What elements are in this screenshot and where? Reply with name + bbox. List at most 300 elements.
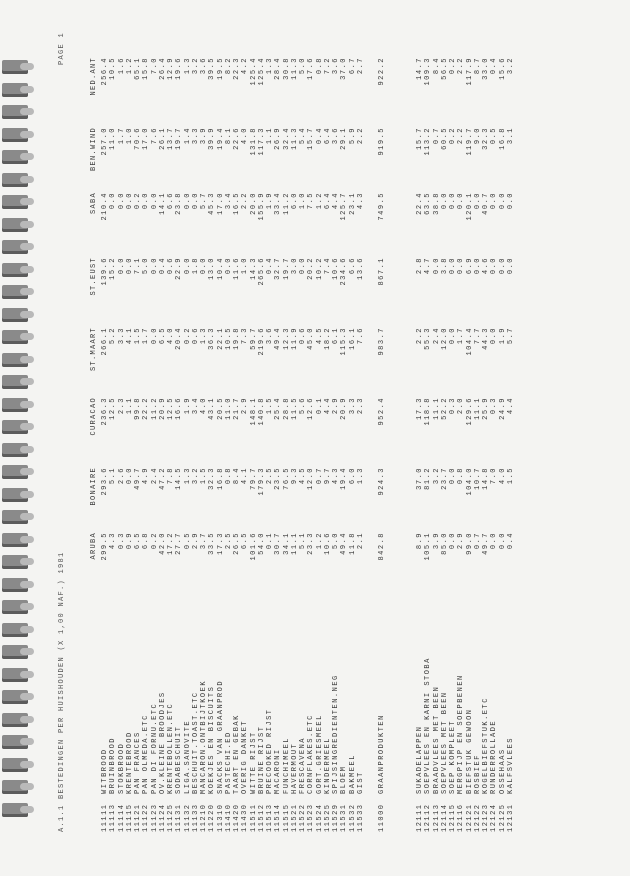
row-code: 11410 xyxy=(224,803,233,832)
cell-value: 0.0 xyxy=(200,257,208,275)
row-code: 11513 xyxy=(266,803,274,832)
cell-value: 1.3 xyxy=(266,57,274,75)
binding-ring xyxy=(2,420,28,434)
row-code: 11113 xyxy=(109,803,118,832)
cell-value: 11.1 xyxy=(473,397,482,420)
cell-value: 17.2 xyxy=(167,532,175,555)
cell-value: 3.3 xyxy=(117,327,126,345)
cell-value: 22.3 xyxy=(233,57,241,80)
row-label: KRENTEBROOD xyxy=(125,731,134,794)
row-label: GORT.GRIESMEEL xyxy=(315,714,324,794)
cell-value: 15.7 xyxy=(307,127,316,150)
binding-ring xyxy=(2,83,28,97)
cell-value: 236.3 xyxy=(101,397,109,426)
row-code: 11525 xyxy=(323,803,332,832)
cell-value: 5.7 xyxy=(506,327,515,345)
cell-value: 10.6 xyxy=(332,257,340,280)
cell-value: 17.3 xyxy=(416,397,424,420)
cell-value: 26.9 xyxy=(274,127,283,150)
cell-value: 4.0 xyxy=(200,397,208,415)
cell-value: 1.9 xyxy=(183,397,192,415)
cell-value: 5.0 xyxy=(332,532,340,550)
cell-value: 3.1 xyxy=(506,127,515,145)
cell-value: 15.7 xyxy=(416,127,424,150)
row-label: SODABESCHUIT xyxy=(175,725,184,794)
cell-value: 5.1 xyxy=(299,532,307,550)
cell-value: 10.5 xyxy=(224,327,233,350)
cell-value: 15.8 xyxy=(142,57,151,80)
row-label: GRAANPRODUKTEN xyxy=(378,714,386,794)
cell-value: 120.1 xyxy=(465,192,474,221)
cell-value: 0.0 xyxy=(125,467,134,485)
cell-value: 5.9 xyxy=(348,127,357,145)
row-code: 11133 xyxy=(191,803,200,832)
row-label: MANCARON.ONTBIJTKOEK xyxy=(200,679,208,794)
column-header: ARUBA xyxy=(90,532,98,560)
cell-value: 25.9 xyxy=(482,397,490,420)
binding-ring xyxy=(2,285,28,299)
cell-value: 125.4 xyxy=(249,57,258,86)
binding-ring xyxy=(2,375,28,389)
cell-value: 7.0 xyxy=(490,467,499,485)
cell-value: 32.7 xyxy=(274,257,283,280)
cell-value: 19.4 xyxy=(340,467,349,490)
table-row xyxy=(499,42,507,832)
cell-value: 1.5 xyxy=(266,397,274,415)
cell-value: 45.3 xyxy=(208,192,217,215)
cell-value: 39.5 xyxy=(208,57,217,80)
cell-value: 2.9 xyxy=(457,532,466,550)
cell-value: 0.0 xyxy=(117,192,126,210)
cell-value: 29.1 xyxy=(340,127,349,150)
cell-value: 1.0 xyxy=(299,192,307,210)
cell-value: 19.4 xyxy=(216,127,225,150)
cell-value: 19.7 xyxy=(175,127,184,150)
row-label: BRUINBROOD xyxy=(109,736,118,794)
cell-value: 14.1 xyxy=(158,192,167,215)
cell-value: 12.0 xyxy=(440,327,449,350)
cell-value: 7.2 xyxy=(323,57,332,75)
cell-value: 3.2 xyxy=(191,467,200,485)
cell-value: 0.0 xyxy=(125,257,134,275)
binding-ring xyxy=(2,510,28,524)
cell-value: 105.1 xyxy=(424,532,433,561)
table-row xyxy=(225,42,233,832)
cell-value: 11.2 xyxy=(150,397,159,420)
cell-value: 4.0 xyxy=(167,327,175,345)
cell-value: 5.2 xyxy=(109,327,118,345)
cell-value: 6.0 xyxy=(290,192,299,210)
table-row xyxy=(299,42,307,832)
row-label: BRUINE RIJST xyxy=(257,725,266,794)
cell-value: 1.0 xyxy=(125,127,134,145)
binding-ring xyxy=(2,60,28,74)
cell-value: 11.1 xyxy=(290,532,299,555)
binding-ring xyxy=(2,668,28,682)
table-row xyxy=(316,42,324,832)
cell-value: 0.0 xyxy=(457,257,466,275)
cell-value: 28.8 xyxy=(282,397,291,420)
cell-value: 20.9 xyxy=(340,397,349,420)
binding-ring xyxy=(2,533,28,547)
cell-value: 32.3 xyxy=(482,127,490,150)
cell-value: 919.5 xyxy=(378,127,386,156)
table-row xyxy=(266,42,274,832)
cell-value: 6.5 xyxy=(158,327,167,345)
cell-value: 8.4 xyxy=(233,467,241,485)
cell-value: 0.0 xyxy=(506,192,515,210)
cell-value: 155.9 xyxy=(257,192,266,221)
cell-value: 37.0 xyxy=(416,467,424,490)
row-label: TAART EN GEBAK xyxy=(233,714,241,794)
row-label: SOEP KOMPLEET xyxy=(449,719,457,794)
table-row xyxy=(433,42,441,832)
cell-value: 7.1 xyxy=(134,257,142,275)
cell-value: 44.3 xyxy=(482,327,490,350)
row-code: 11523 xyxy=(307,803,316,832)
cell-value: 36.3 xyxy=(208,327,217,350)
rotated-table-page xyxy=(58,32,618,832)
table-row xyxy=(441,42,449,832)
cell-value: 2.8 xyxy=(416,257,424,275)
binding-ring xyxy=(2,195,28,209)
cell-value: 22.2 xyxy=(142,397,151,420)
cell-value: 3.2 xyxy=(506,57,515,75)
cell-value: 47.2 xyxy=(158,467,167,490)
cell-value: 65.1 xyxy=(134,57,142,80)
row-label: HAVERMOUT xyxy=(290,742,299,794)
cell-value: 19.7 xyxy=(282,257,291,280)
table-row xyxy=(109,42,117,832)
binding-ring xyxy=(2,465,28,479)
binding-ring xyxy=(2,173,28,187)
table-row xyxy=(250,42,258,832)
table-row xyxy=(357,42,365,832)
cell-value: 2.2 xyxy=(416,327,424,345)
cell-value: 119.7 xyxy=(465,127,474,156)
row-code: 11111 xyxy=(101,803,109,832)
table-row xyxy=(307,42,315,832)
cell-value: 265.6 xyxy=(257,257,266,286)
cell-value: 49.7 xyxy=(482,532,490,555)
cell-value: 1.8 xyxy=(191,257,200,275)
cell-value: 1.7 xyxy=(142,327,151,345)
cell-value: 6.4 xyxy=(323,127,332,145)
cell-value: 7.5 xyxy=(307,192,316,210)
cell-value: 6.1 xyxy=(332,327,340,345)
cell-value: 22.4 xyxy=(416,192,424,215)
binding-ring xyxy=(2,263,28,277)
cell-value: 3.2 xyxy=(432,467,441,485)
cell-value: 4.3 xyxy=(109,532,118,550)
cell-value: 0.0 xyxy=(449,257,457,275)
cell-value: 12.5 xyxy=(109,397,118,420)
row-code: 11124 xyxy=(158,803,167,832)
row-label: SOEPVLEES MET BEEN xyxy=(440,691,449,794)
cell-value: 256.4 xyxy=(101,57,109,86)
row-label: KALFSVLEES xyxy=(506,736,515,794)
cell-value: 0.0 xyxy=(142,192,151,210)
cell-value: 0.2 xyxy=(134,192,142,210)
cell-value: 0.8 xyxy=(315,57,324,75)
cell-value: 7.4 xyxy=(323,257,332,275)
cell-value: 7.7 xyxy=(473,327,482,345)
cell-value: 6.5 xyxy=(134,532,142,550)
cell-value: 7.0 xyxy=(150,57,159,75)
row-code: 12123 xyxy=(482,803,490,832)
cell-value: 59.7 xyxy=(249,327,258,350)
cell-value: 99.8 xyxy=(134,397,142,420)
table-row xyxy=(118,42,126,832)
table-row xyxy=(101,42,109,832)
cell-value: 0.0 xyxy=(449,192,457,210)
row-label: BAKMEEL xyxy=(348,754,357,794)
cell-value: 1.4 xyxy=(183,127,192,145)
cell-value: 0.4 xyxy=(266,257,274,275)
cell-value: 113.2 xyxy=(424,127,433,156)
cell-value: 23.5 xyxy=(274,467,283,490)
cell-value: 49.7 xyxy=(134,467,142,490)
cell-value: 4.4 xyxy=(323,397,332,415)
table-row xyxy=(424,42,432,832)
cell-value: 10.2 xyxy=(315,257,324,280)
cell-value: 0.6 xyxy=(299,327,307,345)
cell-value: 10.5 xyxy=(109,57,118,80)
cell-value: 3.9 xyxy=(200,127,208,145)
cell-value: 0.0 xyxy=(449,467,457,485)
cell-value: 0.0 xyxy=(299,257,307,275)
row-label: FUNCHIMEEL xyxy=(282,736,291,794)
row-code: 11430 xyxy=(241,803,250,832)
cell-value: 3.8 xyxy=(440,257,449,275)
cell-value: 52.2 xyxy=(440,397,449,420)
row-label: SNACKS VAN GRAANPROD xyxy=(216,679,225,794)
cell-value: 55.3 xyxy=(424,327,433,350)
cell-value: 10.6 xyxy=(323,532,332,555)
cell-value: 0.0 xyxy=(490,192,499,210)
cell-value: 0.5 xyxy=(183,532,192,550)
binding-ring xyxy=(2,353,28,367)
row-code: 12112 xyxy=(424,803,433,832)
table-row xyxy=(482,42,490,832)
cell-value: 1.3 xyxy=(356,467,365,485)
cell-value: 0.3 xyxy=(490,397,499,415)
cell-value: 16.1 xyxy=(348,327,357,350)
cell-value: 17.3 xyxy=(216,532,225,555)
row-label: BIEFSTUK GEWOON xyxy=(465,708,474,794)
cell-value: 30.7 xyxy=(274,532,283,555)
table-row xyxy=(200,42,208,832)
cell-value: 30.8 xyxy=(282,57,291,80)
row-code: 12114 xyxy=(440,803,449,832)
column-header: SABA xyxy=(90,192,98,215)
cell-value: 5.4 xyxy=(299,127,307,145)
cell-value: 79.7 xyxy=(249,467,258,490)
table-row xyxy=(490,42,498,832)
cell-value: 11.2 xyxy=(282,192,291,215)
cell-value: 3.9 xyxy=(432,532,441,550)
row-code: 11122 xyxy=(142,803,151,832)
binding-ring xyxy=(2,398,28,412)
cell-value: 20.0 xyxy=(249,192,258,215)
cell-value: 6.7 xyxy=(348,57,357,75)
cell-value: 867.1 xyxy=(378,257,386,286)
table-row xyxy=(126,42,134,832)
column-header: CURACAO xyxy=(90,397,98,436)
cell-value: 38.8 xyxy=(432,192,441,215)
cell-value: 40.7 xyxy=(482,192,490,215)
cell-value: 17.0 xyxy=(216,192,225,215)
cell-value: 5.0 xyxy=(299,57,307,75)
cell-value: 1.2 xyxy=(315,192,324,210)
binding-ring xyxy=(2,645,28,659)
cell-value: 27.7 xyxy=(175,532,184,555)
cell-value: 2.3 xyxy=(356,397,365,415)
column-header: ST.EUST xyxy=(90,257,98,296)
cell-value: 2.1 xyxy=(356,532,365,550)
cell-value: 109.3 xyxy=(424,57,433,86)
row-label: KINDERMEEL xyxy=(323,736,332,794)
cell-value: 20.2 xyxy=(307,257,316,280)
cell-value: 12.6 xyxy=(307,397,316,420)
cell-value: 13.6 xyxy=(356,257,365,280)
cell-value: 85.0 xyxy=(440,532,449,555)
cell-value: 749.5 xyxy=(378,192,386,221)
cell-value: 2.9 xyxy=(332,397,340,415)
binding-ring xyxy=(2,803,28,817)
cell-value: 0.5 xyxy=(490,127,499,145)
cell-value: 8.7 xyxy=(473,57,482,75)
row-code: 11514 xyxy=(274,803,283,832)
cell-value: 1.3 xyxy=(200,327,208,345)
cell-value: 299.5 xyxy=(101,532,109,561)
cell-value: 25.4 xyxy=(274,397,283,420)
cell-value: 0.3 xyxy=(449,397,457,415)
cell-value: 26.1 xyxy=(158,127,167,150)
cell-value: 11.1 xyxy=(432,397,441,420)
table-row xyxy=(233,42,241,832)
cell-value: 7.3 xyxy=(241,327,250,345)
cell-value: 10.7 xyxy=(473,467,482,490)
cell-value: 11.3 xyxy=(290,127,299,150)
cell-value: 6.6 xyxy=(348,257,357,275)
row-label: WITBROOD xyxy=(101,748,109,794)
cell-value: 45.0 xyxy=(307,327,316,350)
row-label: BRAADVLEES MET BEEN xyxy=(432,685,441,794)
cell-value: 3.4 xyxy=(224,192,233,210)
cell-value: 3.6 xyxy=(200,57,208,75)
cell-value: 922.2 xyxy=(378,57,386,86)
cell-value: 11.5 xyxy=(290,397,299,420)
cell-value: 118.8 xyxy=(424,397,433,426)
row-label: BLOEM xyxy=(340,765,349,794)
binding-ring xyxy=(2,735,28,749)
cell-value: 5.6 xyxy=(299,397,307,415)
cell-value: 6.8 xyxy=(142,532,151,550)
cell-value: 140.8 xyxy=(257,397,266,426)
cell-value: 210.4 xyxy=(101,192,109,221)
cell-value: 2.2 xyxy=(457,127,466,145)
cell-value: 81.2 xyxy=(424,467,433,490)
cell-value: 0.0 xyxy=(490,257,499,275)
binding-ring xyxy=(2,488,28,502)
table-title: A.1.1 BESTEDINGEN PER HUISHOUDEN (X 1,00 NAF.) 1981 xyxy=(58,551,66,832)
table-row xyxy=(241,42,249,832)
cell-value: 11.0 xyxy=(109,127,118,150)
cell-value: 7.6 xyxy=(150,127,159,145)
cell-value: 9.3 xyxy=(290,467,299,485)
cell-value: 0.2 xyxy=(150,532,159,550)
cell-value: 8.9 xyxy=(416,532,424,550)
cell-value: 16.8 xyxy=(498,127,507,150)
cell-value: 4.6 xyxy=(482,257,490,275)
cell-value: 2.6 xyxy=(117,467,126,485)
cell-value: 3.6 xyxy=(332,57,340,75)
row-label: STOKBROOD xyxy=(117,742,126,794)
row-code: 11524 xyxy=(315,803,324,832)
row-code: 11532 xyxy=(348,803,357,832)
row-code: 12116 xyxy=(457,803,466,832)
cell-value: 14.7 xyxy=(416,57,424,80)
cell-value: 12.0 xyxy=(307,467,316,490)
cell-value: 2.3 xyxy=(117,397,126,415)
row-label: OV.KLEINE BROODJES xyxy=(158,691,167,794)
cell-value: 0.9 xyxy=(125,532,134,550)
cell-value: 14.3 xyxy=(249,257,258,280)
cell-value: 16.8 xyxy=(216,467,225,490)
row-code: 12131 xyxy=(506,803,515,832)
binding-ring xyxy=(2,600,28,614)
cell-value: 4.5 xyxy=(315,327,324,345)
table-row xyxy=(291,42,299,832)
cell-value: 13.7 xyxy=(167,127,175,150)
cell-value: 2.2 xyxy=(457,57,466,75)
cell-value: 1.1 xyxy=(125,397,134,415)
cell-value: 0.8 xyxy=(224,467,233,485)
cell-value: 0.0 xyxy=(150,192,159,210)
binding-ring xyxy=(2,330,28,344)
cell-value: 0.0 xyxy=(506,257,515,275)
row-code: 11123 xyxy=(150,803,159,832)
cell-value: 0.0 xyxy=(498,192,507,210)
cell-value: 0.7 xyxy=(432,127,441,145)
cell-value: 117.9 xyxy=(465,57,474,86)
cell-value: 24.9 xyxy=(498,397,507,420)
cell-value: 3.7 xyxy=(200,532,208,550)
cell-value: 23.3 xyxy=(307,532,316,555)
table-row xyxy=(142,42,150,832)
binding-ring xyxy=(2,578,28,592)
cell-value: 99.0 xyxy=(465,532,474,555)
cell-value: 7.6 xyxy=(356,327,365,345)
row-label: KOGELBIEFSTUK.ETC xyxy=(482,697,490,794)
cell-value: 6.5 xyxy=(241,532,250,550)
row-label: RUNDERROLLADE xyxy=(490,719,499,794)
binding-ring xyxy=(2,308,28,322)
cell-value: 39.9 xyxy=(208,127,217,150)
cell-value: 0.6 xyxy=(167,257,175,275)
spiral-binding xyxy=(0,0,34,876)
cell-value: 33.4 xyxy=(274,192,283,215)
cell-value: 101.6 xyxy=(249,532,258,561)
cell-value: 2.5 xyxy=(266,467,274,485)
row-label: PAN DI FORNU.ETC xyxy=(150,702,159,794)
cell-value: 9.0 xyxy=(473,127,482,145)
cell-value: 2.4 xyxy=(150,467,159,485)
cell-value: 0.0 xyxy=(150,327,159,345)
row-code: 11515 xyxy=(282,803,291,832)
cell-value: 0.0 xyxy=(490,532,499,550)
